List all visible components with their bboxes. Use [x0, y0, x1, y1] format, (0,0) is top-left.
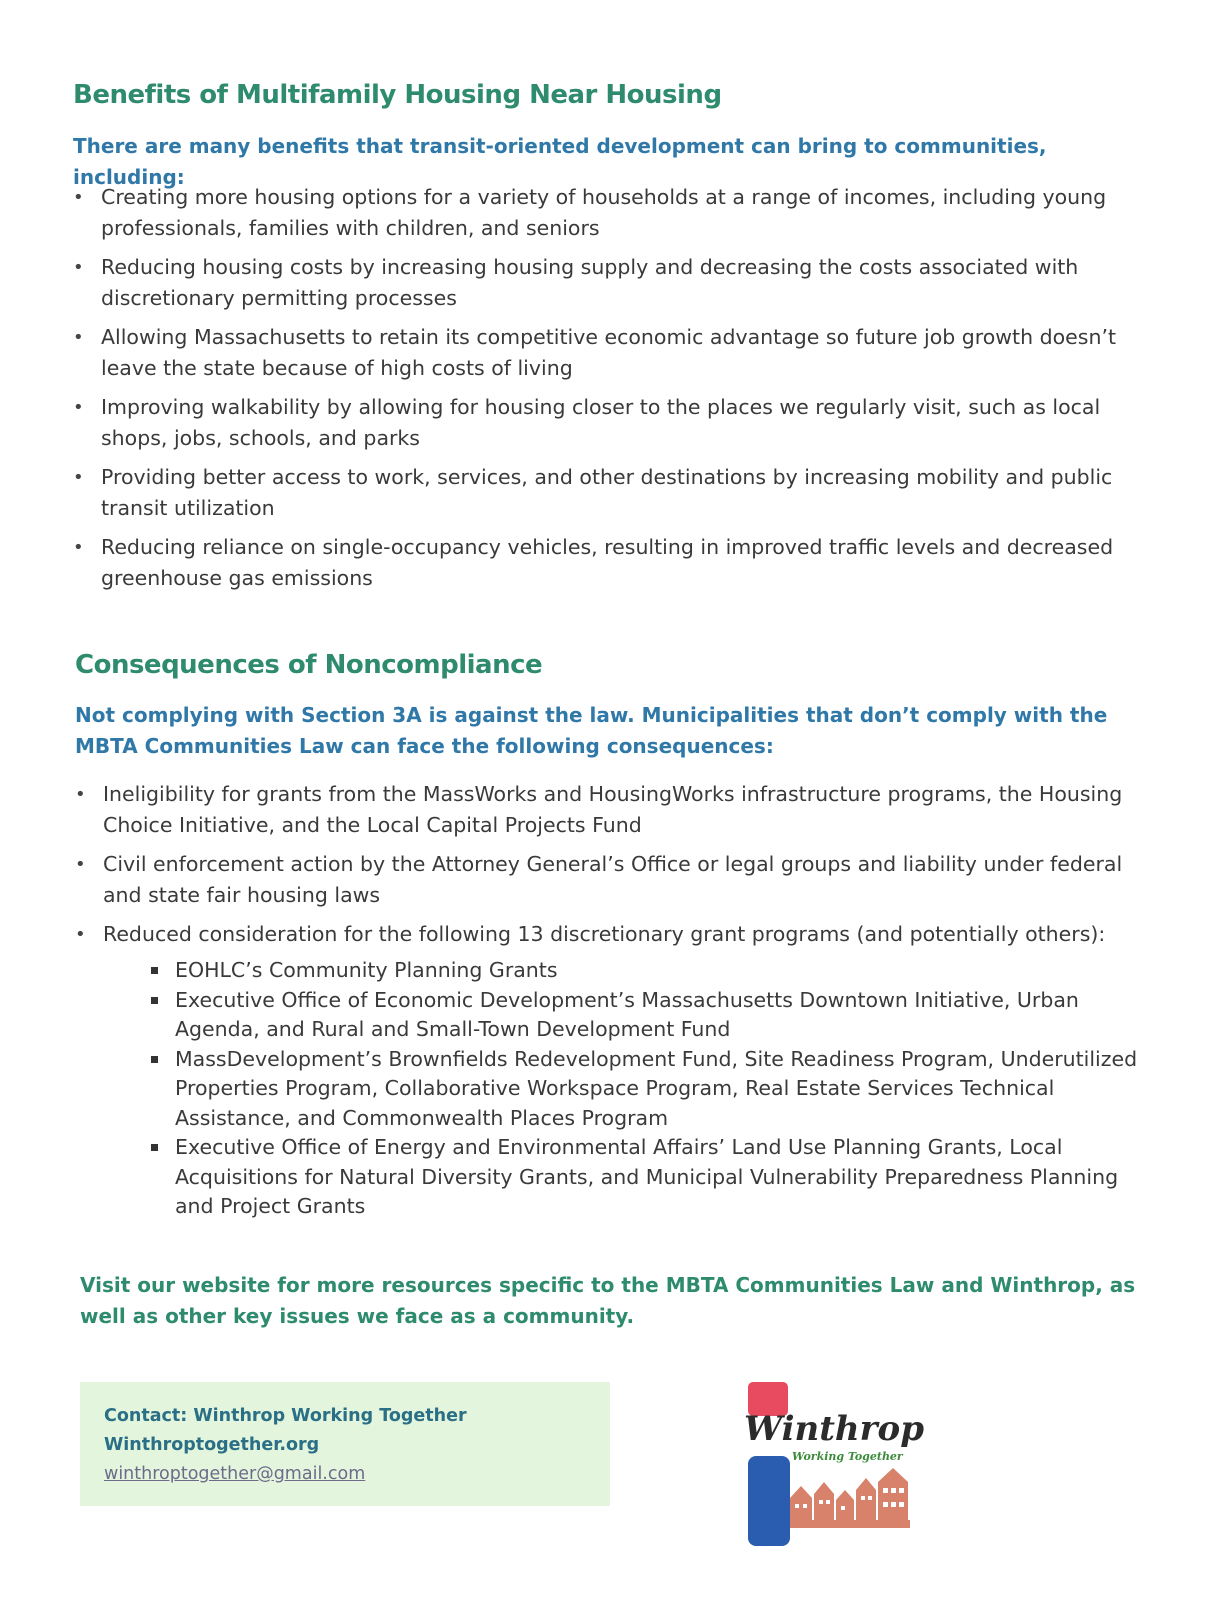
sub-list-item: EOHLC’s Community Planning Grants: [147, 956, 1155, 986]
contact-box: [80, 1382, 610, 1506]
logo-blue-block: [748, 1456, 790, 1546]
consequences-intro: Not complying with Section 3A is against the law. Municipalities that don’t comply with the MBTA Communities Law can face the following consequences:: [75, 703, 1108, 758]
list-item-text: Reduced consideration for the following 13 discretionary grant programs (and potentially others):: [103, 922, 1106, 946]
visit-website-text: Visit our website for more resources specific to the MBTA Communities Law and Winthrop, as well as other key issues we face as a community.: [80, 1273, 1136, 1328]
logo-houses-icon: [790, 1468, 910, 1528]
sub-list-item: Executive Office of Energy and Environmental Affairs’ Land Use Planning Grants, Local Acquisitions for Natural Diversity Grants, and Municipal Vulnerability Preparedness Planning and Project Grants: [147, 1133, 1155, 1222]
contact-website[interactable]: Winthroptogether.org: [104, 1435, 320, 1455]
list-item: • Providing better access to work, services, and other destinations by increasing mobility and public transit utilization: [73, 462, 1123, 524]
grant-programs-list: [147, 956, 1155, 1222]
logo-graphic: [740, 1378, 930, 1558]
sub-list-item: Executive Office of Economic Development’s Massachusetts Downtown Initiative, Urban Agenda, and Rural and Small-Town Development Fund: [147, 986, 1155, 1045]
list-item: • Allowing Massachusetts to retain its competitive economic advantage so future job growth doesn’t leave the state because of high costs of living: [73, 322, 1123, 384]
list-item: • Civil enforcement action by the Attorney General’s Office or legal groups and liability under federal and state fair housing laws: [75, 849, 1155, 911]
benefits-list: [73, 182, 1123, 602]
list-item: [75, 919, 1155, 1222]
list-item: • Reducing housing costs by increasing housing supply and decreasing the costs associated with discretionary permitting processes: [73, 252, 1123, 314]
list-item: • Ineligibility for grants from the MassWorks and HousingWorks infrastructure programs, the Housing Choice Initiative, and the Local Capital Projects Fund: [75, 779, 1155, 841]
benefits-intro: There are many benefits that transit-oriented development can bring to communities, including:: [73, 134, 1047, 189]
consequences-title: Consequences of Noncompliance: [75, 650, 543, 680]
contact-name: Contact: Winthrop Working Together: [104, 1406, 467, 1426]
logo-wordmark: Winthrop: [744, 1409, 925, 1449]
list-item: • Creating more housing options for a variety of households at a range of incomes, including young professionals, families with children, and seniors: [73, 182, 1123, 244]
winthrop-logo: [740, 1378, 930, 1558]
sub-list-item: MassDevelopment’s Brownfields Redevelopment Fund, Site Readiness Program, Underutilized Properties Program, Collaborative Workspace Program, Real Estate Services Technical Assistance, and Commonwealth Places Program: [147, 1045, 1155, 1134]
contact-email-link[interactable]: winthroptogether@gmail.com: [104, 1464, 366, 1484]
logo-tagline: Working Together: [792, 1450, 903, 1463]
consequences-list: [75, 779, 1155, 1230]
benefits-title: Benefits of Multifamily Housing Near Housing: [73, 80, 722, 110]
list-item: • Reducing reliance on single-occupancy vehicles, resulting in improved traffic levels and decreased greenhouse gas emissions: [73, 532, 1123, 594]
list-item: • Improving walkability by allowing for housing closer to the places we regularly visit, such as local shops, jobs, schools, and parks: [73, 392, 1123, 454]
